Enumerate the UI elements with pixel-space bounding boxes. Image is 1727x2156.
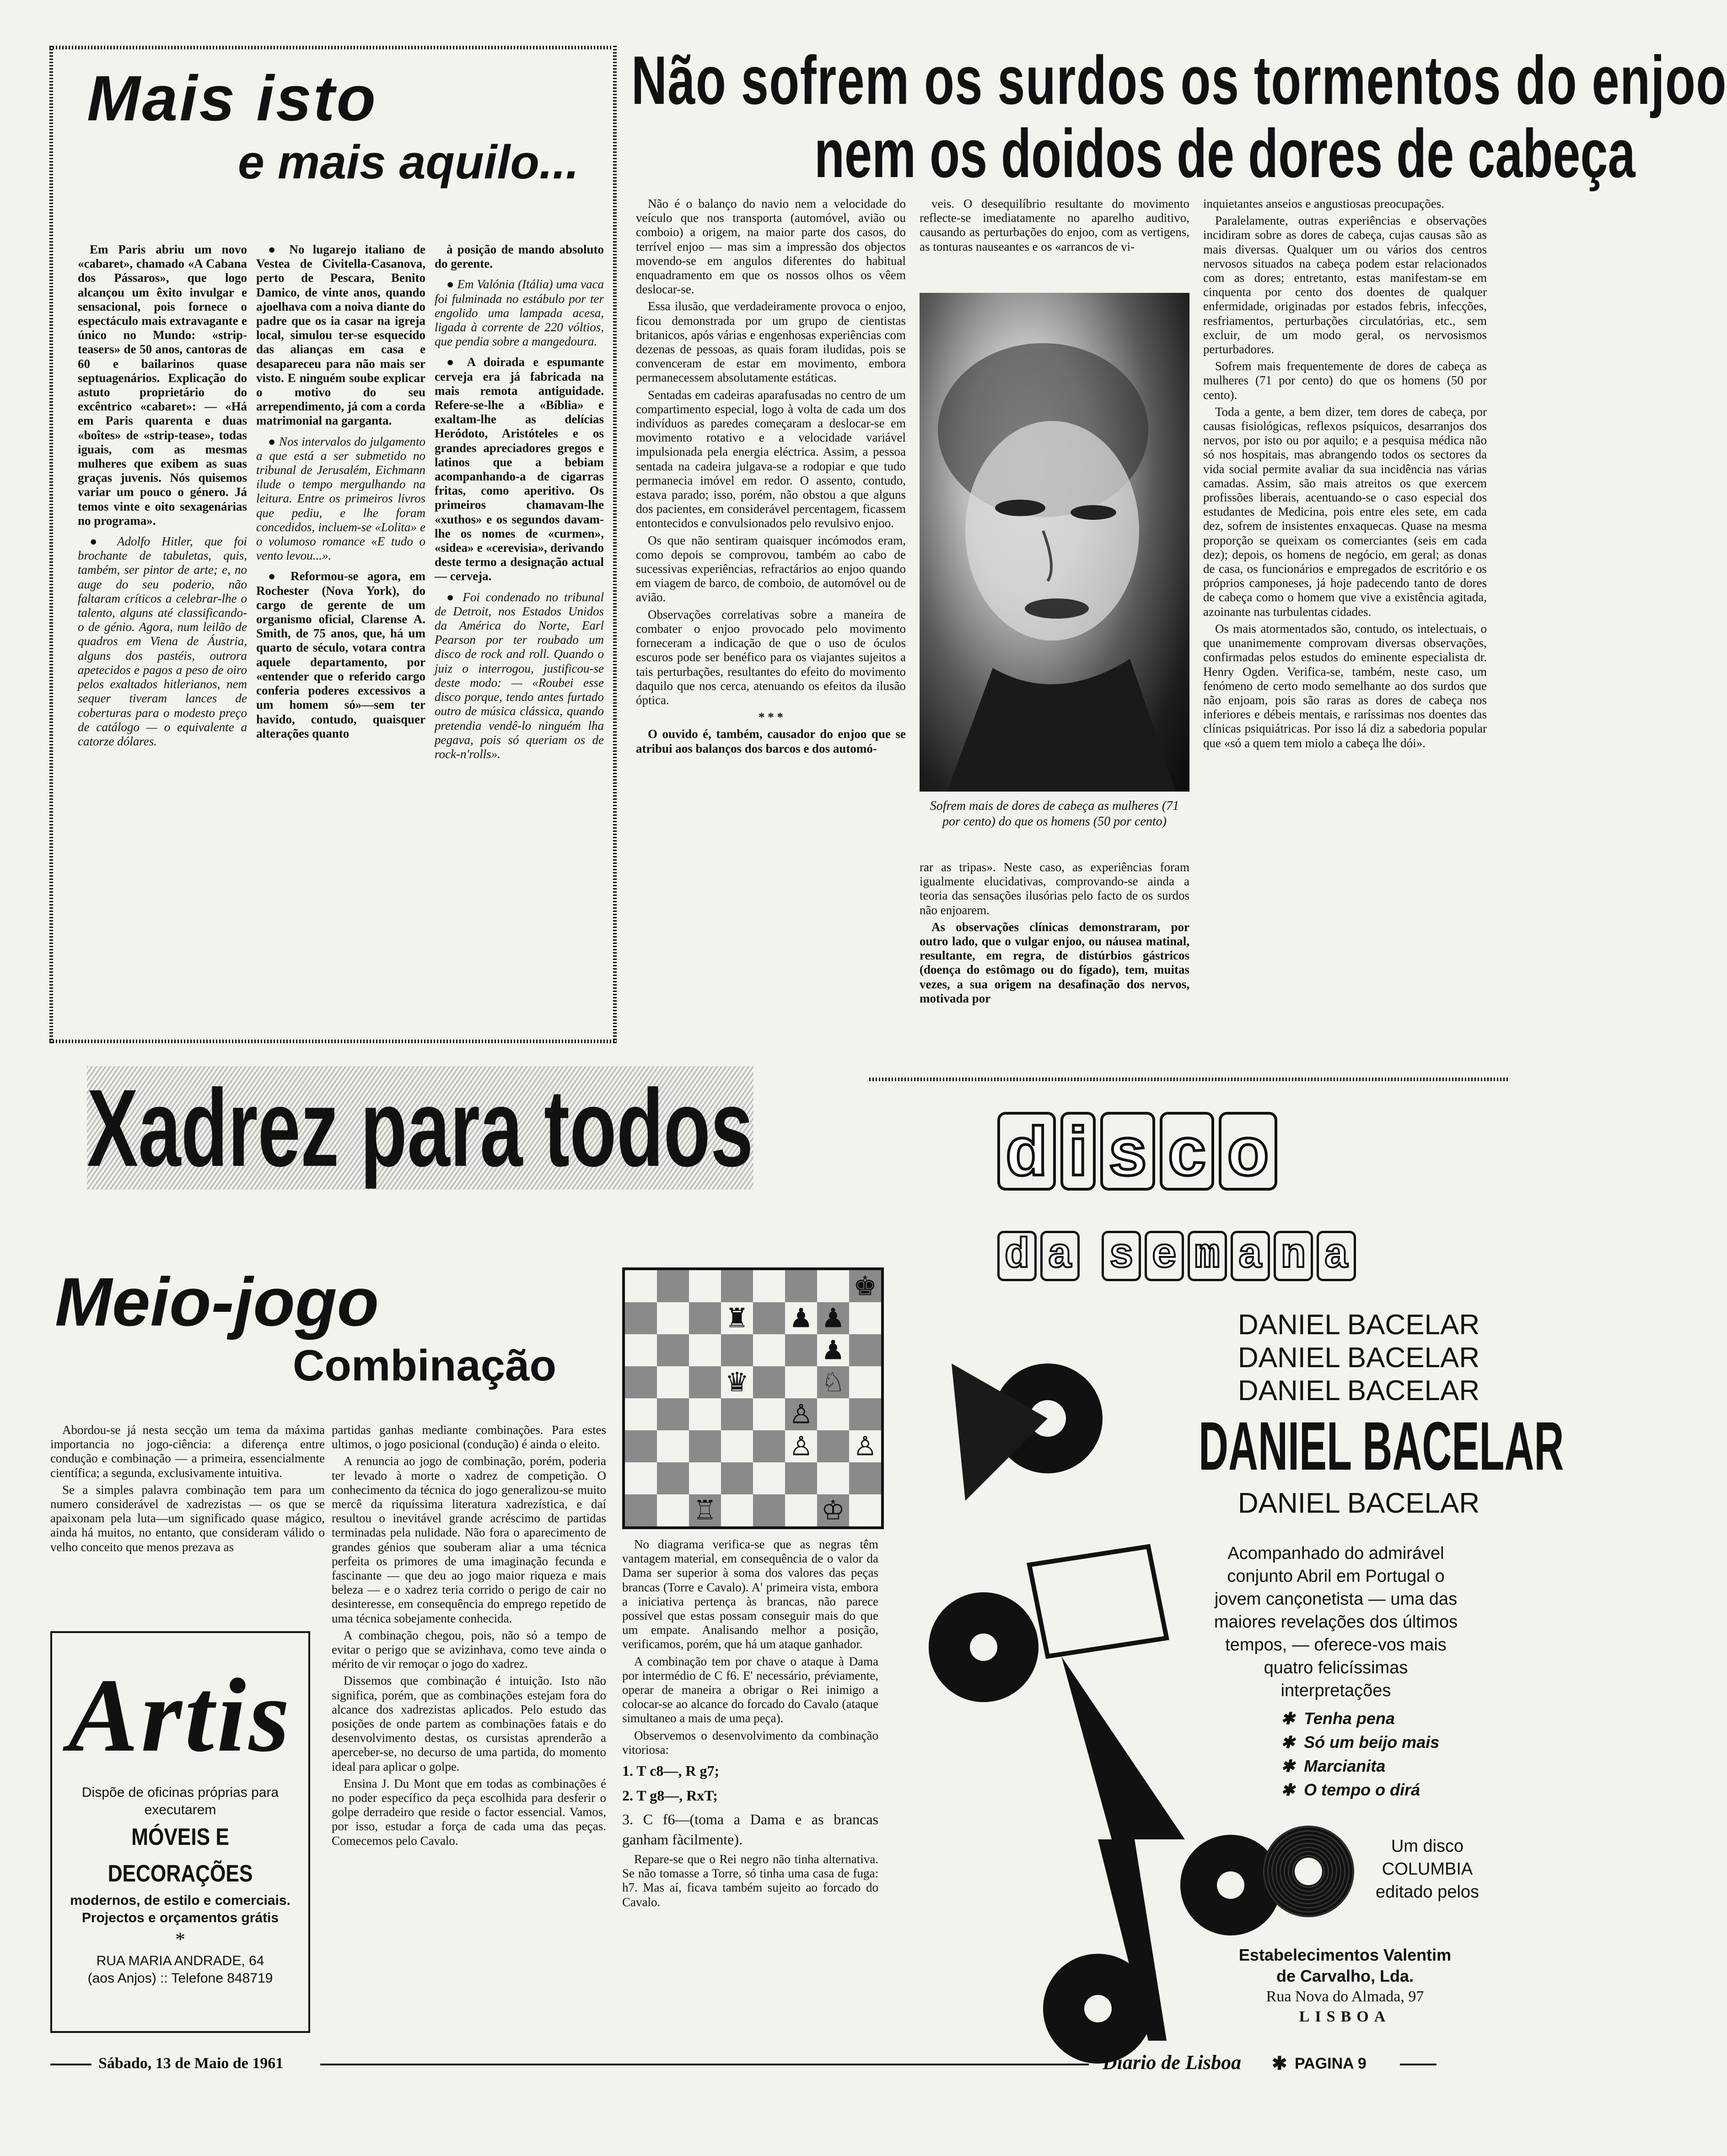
mais-item: Em Paris abriu um novo «cabaret», chamado «A Cabana dos Pássaros», que logo alcançou um êxito invulgar e sensacional, pois fornece o espectáculo mais extravagante e único no Mundo: «strip-teasers» de 50 anos, cantoras de 60 e bailarinos quase septuagenários. Explicação do astuto proprietário do excêntrico «cabaret»: — «Há em Paris quarenta e duas «boîtes» de «strip-tease», todas iguais, com as mesmas mulheres que exibem as suas graças juvenis. Nós quisemos variar um pouco o género. Já temos vinte e oito sexagenárias no programa». (78, 243, 247, 528)
woman-photo (920, 293, 1189, 792)
chess-square (753, 1430, 785, 1462)
disco-subtitle-letter: a (1231, 1231, 1270, 1281)
chess-square (849, 1366, 881, 1398)
chess-square (817, 1462, 849, 1494)
enjoo-paragraph: veis. O desequilíbrio resultante do movimento reflecte-se imediatamente no aparelho auditivo, causando as perturbações do enjoo, com as vertigens, as tonturas nauseantes e os «arrancos de vi- (920, 197, 1189, 253)
chess-piece: ♔ (821, 1494, 845, 1526)
mais-item: ● Foi condenado no tribunal de Detroit, nos Estados Unidos da América do Norte, Earl Pearson por ter roubado um disco de rock and roll. Quando o juiz o interrogou, justificou-se deste modo: — «Roubei esse disco porque, tendo antes furtado outro de música clássica, quando pretendia vendê-lo ninguém lha pegava, pois só queriam os de rock-n'rolls». (435, 590, 604, 761)
xadrez-title: Xadrez para todos (87, 1067, 753, 1189)
mais-item: ● Em Valónia (Itália) uma vaca foi fulminada no estábulo por ter engolido uma lampada acesa, ligada à corrente de 220 vóltios, que pendia sobre a mangedoura. (435, 277, 604, 349)
chess-square (817, 1398, 849, 1430)
chess-square (625, 1270, 657, 1302)
artist-name: DANIEL BACELAR (1237, 1342, 1480, 1374)
track-item: ✱ Marcianita (1281, 1757, 1386, 1775)
track-title: Marcianita (1304, 1757, 1386, 1775)
footer-rule-left (50, 2064, 91, 2065)
chess-square (689, 1462, 721, 1494)
track-item: ✱ Tenha pena (1281, 1709, 1395, 1728)
chess-board (625, 1270, 881, 1526)
chess-square (849, 1398, 881, 1430)
chess-square (785, 1334, 817, 1366)
shop-line: Rua Nova do Almada, 97 (1266, 1988, 1424, 2005)
track-title: Só um beijo mais (1304, 1733, 1440, 1752)
chess-square (817, 1430, 849, 1462)
disco-subtitle-letter: a (1040, 1231, 1080, 1281)
chess-square (689, 1430, 721, 1462)
label-line: COLUMBIA (1382, 1860, 1473, 1879)
xadrez-paragraph: Dissemos que combinação é intuição. Isto não significa, porém, que as combinações estejam fora do alcance dos xadrezistas aplicados. Pelo estudo das posições de onde partem as combinações fatais e do desenvolvimento destas, os cursistas aprenderão a aperceber-se, no decurso de uma partida, do momento ideal para aplicar o golpe. (332, 1674, 606, 1773)
xadrez-subtitle-2: Combinação (293, 1341, 557, 1390)
enjoo-paragraph: As observações clínicas demonstraram, por outro lado, que o vulgar enjoo, ou náusea matinal, resultante, em regra, de distúrbios gástricos (doença do estômago ou do fígado), tem, muitas vezes, a sua origem na desafinação dos nervos, motivada por (920, 920, 1189, 1005)
enjoo-paragraph: Os que não sentiram quaisquer incómodos eram, como depois se comprovou, também ao cabo de sucessivas experiências, refractários ao enjoo quando em viagem de barco, de comboio, de automóvel ou de avião. (636, 533, 906, 604)
disco-subtitle-letter: d (997, 1231, 1037, 1281)
enjoo-headline (631, 42, 1727, 192)
chess-square (785, 1494, 817, 1526)
enjoo-column-3 (1203, 197, 1487, 753)
label-line: Um disco (1391, 1837, 1464, 1856)
mais-item: ● No lugarejo italiano de Vestea de Civitella-Casanova, perto de Pescara, Benito Damico, de vinte anos, quando ajoelhava com a noiva diante do padre que os ia casar na igreja local, simulou ter-se esquecido das alianças em casa e desapareceu para não mais ser visto. E ninguém soube explicar o motivo do seu arrependimento, já com a corda matrimonial na garganta. (256, 243, 425, 428)
chess-piece: ♙ (853, 1430, 877, 1462)
artis-line3: Projectos e orçamentos grátis (81, 1910, 279, 1925)
label-line: editado pelos (1375, 1882, 1480, 1902)
chess-piece: ♙ (789, 1398, 813, 1430)
disco-subtitle-letter: e (1145, 1231, 1184, 1281)
enjoo-paragraph: Sofrem mais frequentemente de dores de cabeça as mulheres (71 por cento) do que os homens (50 por cento). (1203, 359, 1487, 402)
shop-line: de Carvalho, Lda. (1276, 1967, 1414, 1985)
artist-name: DANIEL BACELAR (1237, 1309, 1480, 1341)
disco-subtitle-letters (997, 1232, 1360, 1280)
enjoo-paragraph: Observações correlativas sobre a maneira de combater o enjoo provocado pelo movimento forneceram a indicação de que o uso de óculos escuros pode ser benéfico para os viajantes sujeitos a tais perturbações, resultantes do efeito do movimento daquilo que nos cerca, atenuando os efeitos da ilusão óptica. (636, 607, 906, 707)
artist-name-big: DANIEL BACELAR (1199, 1407, 1564, 1484)
shop-line: Estabelecimentos Valentim (1238, 1946, 1452, 1964)
disco-title-letter: s (1100, 1112, 1155, 1191)
chess-square (657, 1270, 689, 1302)
chess-square (721, 1462, 753, 1494)
chess-piece: ♟ (821, 1334, 845, 1366)
artis-address: RUA MARIA ANDRADE, 64 (96, 1953, 264, 1968)
chess-square (625, 1430, 657, 1462)
disco-title-letters (997, 1113, 1282, 1190)
enjoo-paragraph: O ouvido é, também, causador do enjoo que se atribui aos balanços dos barcos e dos automó- (636, 727, 906, 755)
footer-rule-mid (320, 2064, 1089, 2065)
chess-move: 2. T g8—, RxT; (622, 1787, 718, 1804)
chess-square (625, 1494, 657, 1526)
chess-square (721, 1334, 753, 1366)
xadrez-subtitle: Meio-jogo (55, 1263, 379, 1340)
chess-square (689, 1334, 721, 1366)
xadrez-paragraph: partidas ganhas mediante combinações. Para estes ultimos, o jogo posicional (condução) é ainda o eleito. (332, 1423, 606, 1451)
chess-square (753, 1334, 785, 1366)
disco-subtitle-letter: a (1317, 1231, 1356, 1281)
disco-title-letter: c (1160, 1112, 1214, 1191)
chess-square (849, 1302, 881, 1334)
chess-square (625, 1366, 657, 1398)
chess-square (657, 1430, 689, 1462)
chess-square (625, 1334, 657, 1366)
chess-square (657, 1494, 689, 1526)
chess-square (657, 1366, 689, 1398)
enjoo-paragraph: Não é o balanço do navio nem a velocidade do veículo que nos transporta (automóvel, avião ou comboio) a origem, na maior parte dos casos, do terrível enjoo — mas sim a impressão dos objectos movendo-se em angulos diferentes do habitual enquadramento em que os nossos olhos os vêem deslocar-se. (636, 197, 906, 296)
enjoo-column-2-top (920, 197, 1189, 257)
disco-names (1199, 1309, 1519, 1407)
enjoo-paragraph: rar as tripas». Neste caso, as experiências foram igualmente elucidativas, comprovando-se ainda a teoria das sensações ilusórias pelo facto de os surdos não enjoarem. (920, 860, 1189, 917)
chess-diagram (622, 1267, 884, 1529)
artis-line2: modernos, de estilo e comerciais. (70, 1893, 291, 1908)
chess-square (721, 1270, 753, 1302)
xadrez-paragraph: A combinação chegou, pois, não só a tempo de evitar o perigo que se avizinhava, como teve ainda o mérito de vir remoçar o jogo do xadrez. (332, 1628, 606, 1671)
xadrez-paragraph: A renuncia ao jogo de combinação, porém, poderia ter levado à morte o xadrez de competição. O conhecimento da técnica do jogo generalizou-se muito mercê da riquíssima literatura xadrezística, e daí resultou o inevitável grande acréscimo de partidas terminadas pela nulidade. Não fora o aparecimento de grandes génios que souberam aliar a uma técnica perfeita os primores de uma imaginação fecunda e fascinante — que deu ao jogo maior riqueza e mais beleza — e o xadrez teria corrido o perigo de cair no desinteresse, em consequência do emprego repetido de uma técnica sobejamente conhecida. (332, 1454, 606, 1625)
chess-move: 3. C f6—(toma a Dama e as brancas ganham fàcilmente). (622, 1811, 878, 1848)
track-item: ✱ O tempo o dirá (1281, 1780, 1420, 1799)
footer-date: Sábado, 13 de Maio de 1961 (98, 2055, 284, 2072)
xadrez-paragraph: Repare-se que o Rei negro não tinha alternativa. Se não tomasse a Torre, só tinha uma casa de fuga: h7. Mas aí, ficava também sujeito ao forcado do Cavalo. (622, 1852, 878, 1909)
artis-logo: Artis (68, 1657, 293, 1773)
enjoo-paragraph: Os mais atormentados são, contudo, os intelectuais, o que unanimemente comprovam diversas observações, confirmadas pelos estudos do eminente especialista dr. Henry Ogden. Verifica-se, também, neste caso, um fenómeno de certo modo semelhante ao dos surdos que não enjoam, pois são raras as dores de cabeça nos inferiores e débeis mentais, e raríssimas nos doentes das clínicas psiquiátricas. Por isso lá diz a sabedoria popular que «só a quem tem miolo a cabeça lhe dói». (1203, 621, 1487, 750)
xadrez-column-1 (50, 1423, 325, 1557)
chess-piece: ♟ (821, 1302, 845, 1334)
chess-square (625, 1462, 657, 1494)
chess-square (657, 1302, 689, 1334)
chess-piece: ♜ (725, 1302, 749, 1334)
chess-square (721, 1430, 753, 1462)
chess-square (785, 1270, 817, 1302)
xadrez-paragraph: Observemos o desenvolvimento da combinação vitoriosa: (622, 1728, 878, 1757)
mais-column-3 (435, 243, 604, 768)
woman-face-illustration (920, 293, 1189, 792)
chess-square (785, 1366, 817, 1398)
xadrez-paragraph: No diagrama verifica-se que as negras têm vantagem material, em consequência de o valor da Dama ser superior à soma dos valores das peças brancas (Torre e Cavalo). A' primeira vista, embora a iniciativa pertença às brancas, não parece possível que estas possam conseguir mais do que um empate. Analisando melhor a posição, verificamos, porém, que há um ataque ganhador. (622, 1537, 878, 1651)
mais-column-1 (78, 243, 247, 755)
enjoo-paragraph: Paralelamente, outras experiências e observações incidiram sobre as dores de cabeça, cujas causas são as mais diversas. Qualquer um ou vários dos centros nervosos situados na cabeça podem estar relacionados com as dores; entretanto, estas manifestam-se em cinquenta por cento dos doentes de qualquer enfermidade, originadas por estados febris, infecções, resfriamentos, perturbações circulatórias, etc., sem excluir, de um modo geral, os nervosismos perturbadores. (1203, 214, 1487, 356)
chess-square (721, 1494, 753, 1526)
mais-item: à posição de mando absoluto do gerente. (435, 243, 604, 271)
xadrez-paragraph: Ensina J. Du Mont que em todas as combinações é no poder específico da peça escolhida para desferir o golpe derradeiro que reside o factor essencial. Vamos, por isso, estudar a força de cada uma das peças. Comecemos pelo Cavalo. (332, 1776, 606, 1848)
chess-square (753, 1462, 785, 1494)
enjoo-paragraph: Toda a gente, a bem dizer, tem dores de cabeça, por causas fisiológicas, reflexos psíquicos, desarranjos dos nervos, por isto ou por aquilo; e a pesquisa médica não só nos hospitais, mas abrangendo todos os sectores da vida social permite avaliar da sua incidência nas várias camadas. Assim, são mais atreitos os que exercem profissões liberais, acentuando-se o caso especial dos estudantes de Medicina, pois entre eles sete, em cada dez, sofrem de insistentes enxaquecas. Quase na mesma proporção se queixam os comerciantes (seis em cada dez); depois, os homens de negócio, em geral; as donas de casa, os funcionários e empregados de escritório e os próprios camponeses, já hoje padecendo tanto de dores de cabeça como o homem que vive a existência agitada, azoinante nas turbulentas cidades. (1203, 404, 1487, 619)
artist-name: DANIEL BACELAR (1237, 1488, 1480, 1519)
chess-piece: ♙ (789, 1430, 813, 1462)
artis-headline: MÓVEIS E DECORAÇÕES (108, 1824, 253, 1887)
artis-line1: Dispõe de oficinas próprias para executarem (81, 1785, 279, 1817)
chess-square (849, 1494, 881, 1526)
mais-title-line2: e mais aquilo... (238, 136, 579, 189)
chess-square (689, 1398, 721, 1430)
chess-square (657, 1398, 689, 1430)
chess-piece: ♛ (725, 1366, 749, 1398)
artis-star: * (175, 1928, 185, 1951)
chess-square (753, 1270, 785, 1302)
xadrez-paragraph: A combinação tem por chave o ataque à Dama por intermédio de C f6. E' necessário, préviamente, operar de maneira a obrigar o Rei inimigo a colocar-se ao alcance do forcado do Cavalo (ataque simultaneo a mais de uma peça). (622, 1654, 878, 1725)
photo-caption: Sofrem mais de dores de cabeça as mulheres (71 por cento) do que os homens (50 por cento) (930, 799, 1179, 829)
shop-line: LISBOA (1299, 2008, 1391, 2025)
disco-subtitle-letter: n (1274, 1231, 1313, 1281)
enjoo-column-2-bottom (920, 860, 1189, 1008)
chess-square (689, 1302, 721, 1334)
disco-title (997, 1112, 1282, 1191)
disco-description: Acompanhado do admirável conjunto Abril em Portugal o jovem cançonetista — uma das maiores revelações dos últimos tempos, — oferece-vos mais quatro felicíssimas interpretações (1214, 1544, 1458, 1700)
chess-square (625, 1302, 657, 1334)
chess-square (753, 1366, 785, 1398)
footer-rule-right (1400, 2064, 1436, 2065)
chess-square (785, 1462, 817, 1494)
track-item: ✱ Só um beijo mais (1281, 1733, 1440, 1752)
chess-piece: ♚ (853, 1270, 877, 1302)
mais-column-2 (256, 243, 425, 747)
label-info (1368, 1835, 1487, 1903)
disco-subtitle (997, 1231, 1360, 1281)
xadrez-paragraph: Abordou-se já nesta secção um tema da máxima importancia no jogo-ciência: a diferença entre condução e combinação — a primeira, essencialmente científica; a segunda, exclusivamente intuitiva. (50, 1423, 325, 1480)
chess-square (849, 1334, 881, 1366)
footer-paper-name: Diario de Lisboa (1103, 2051, 1242, 2074)
chess-square (657, 1462, 689, 1494)
enjoo-paragraph: Essa ilusão, que verdadeiramente provoca o enjoo, ficou demonstrada por um grupo de cientistas britanicos, após várias e engenhosas experiências com dezenas de pessoas, as quais foram iludidas, pois se convenceram de estar em movimento, embora permanecessem absolutamente estáticas. (636, 299, 906, 385)
enjoo-separator: * * * (759, 710, 783, 724)
enjoo-paragraph: Sentadas em cadeiras aparafusadas no centro de um compartimento especial, logo à volta de cada um dos indivíduos as paredes começaram a deslocar-se em movimento rotativo e a velocidade variável impulsionada pela energia eléctrica. Assim, a pessoa sentada na cadeira julgava-se a rodopiar e que tudo permanecia imóvel em redor. O assento, contudo, estava parado; isso, porém, não obstou a que alguns dos pacientes, em considerável percentagem, ficassem entontecidos e convulsionados pelo revulsivo enjoo. (636, 388, 906, 530)
disco-title-letter: d (997, 1112, 1056, 1191)
artist-name: DANIEL BACELAR (1237, 1375, 1480, 1407)
artis-ad (50, 1631, 310, 2033)
chess-square (689, 1270, 721, 1302)
mais-item: ● Adolfo Hitler, que foi brochante de tabuletas, quis, também, ser pintor de arte; e, no auge do seu poderio, não faltaram críticos a celebrar-lhe o talento, alguns até classificando-o de génio. Agora, num leilão de quadros em Viena de Áustria, alguns dos pastéis, outrora apetecidos e pagos a peso de oiro pelos exaltados hitlerianos, nem sequer tiveram lances de coberturas para o modesto preço de catálogo — o equivalente a catorze dólares. (78, 534, 247, 748)
chess-piece: ♘ (821, 1366, 845, 1398)
disco-subtitle-letter: m (1188, 1231, 1227, 1281)
xadrez-column-3 (622, 1537, 878, 1912)
chess-square (753, 1398, 785, 1430)
xadrez-column-2 (332, 1423, 606, 1851)
disco-title-letter: i (1060, 1112, 1096, 1191)
mais-title-line1: Mais isto (87, 62, 378, 134)
mais-item: ● Reformou-se agora, em Rochester (Nova York), do cargo de gerente de um organismo oficial, Clarense A. Smith, de 75 anos, que, há um quarto de século, votara contra aquele departamento, por «entender que o referido cargo conferia poderes excessivos a um homem só»—sem ter havido, contudo, quaisquer alterações quanto (256, 569, 425, 740)
enjoo-headline-line1: Não sofrem os surdos os tormentos do enjoo (631, 42, 1727, 119)
chess-square (753, 1494, 785, 1526)
chess-square (625, 1398, 657, 1430)
track-title: Tenha pena (1304, 1709, 1395, 1728)
enjoo-headline-line2: nem os doidos de dores de cabeça (814, 115, 1636, 192)
chess-square (721, 1398, 753, 1430)
track-title: O tempo o dirá (1304, 1780, 1420, 1799)
footer-star: ✱ (1272, 2053, 1287, 2074)
mais-item: ● Nos intervalos do julgamento a que está a ser submetido no tribunal de Jerusalém, Eichmann ilude o tempo mergulhando na leitura. Entre os primeiros livros que pediu, e lhe foram concedidos, incluem-se «Lolita» e o volumoso romance «E tudo o vento levou...». (256, 434, 425, 563)
columbia-record-icon (1263, 1826, 1354, 1917)
disco-tracks (1281, 1707, 1473, 1802)
mais-title (87, 64, 590, 192)
footer-page: PAGINA 9 (1295, 2055, 1367, 2072)
chess-piece: ♟ (789, 1302, 813, 1334)
chess-square (817, 1270, 849, 1302)
chess-square (689, 1366, 721, 1398)
enjoo-paragraph: inquietantes anseios e angustiosas preocupações. (1203, 197, 1445, 210)
chess-move: 1. T c8—, R g7; (622, 1763, 720, 1779)
chess-piece: ♖ (693, 1494, 717, 1526)
enjoo-column-1 (636, 197, 906, 759)
chess-square (657, 1334, 689, 1366)
artis-phone: (aos Anjos) :: Telefone 848719 (87, 1971, 273, 1986)
chess-square (849, 1462, 881, 1494)
xadrez-paragraph: Se a simples palavra combinação tem para um numero considerável de xadrezistas — os que se apaixonam pela luta—um significado quase mágico, ainda há muitos, no entanto, que consideram válido o velho conceito que menos prezava as (50, 1482, 325, 1554)
disco-subtitle-letter: s (1102, 1231, 1141, 1281)
chess-square (753, 1302, 785, 1334)
disco-title-letter: o (1219, 1112, 1277, 1191)
mais-item: ● A doirada e espumante cerveja era já fabricada na mais remota antiguidade. Refere-se-lhe a «Bíblia» e exaltam-lhe as delícias Heródoto, Aristóteles e os grandes apreciadores gregos e latinos que a bebiam acompanhando-a de cigarras fritas, como aperitivo. Os primeiros chamavam-lhe «xuthos» e os segundos davam-lhe os nomes de «curmen», «sidea» e «cerevisia», derivando deste termo a designação actual — cerveja. (435, 355, 604, 583)
shop-info (1208, 1945, 1482, 2027)
